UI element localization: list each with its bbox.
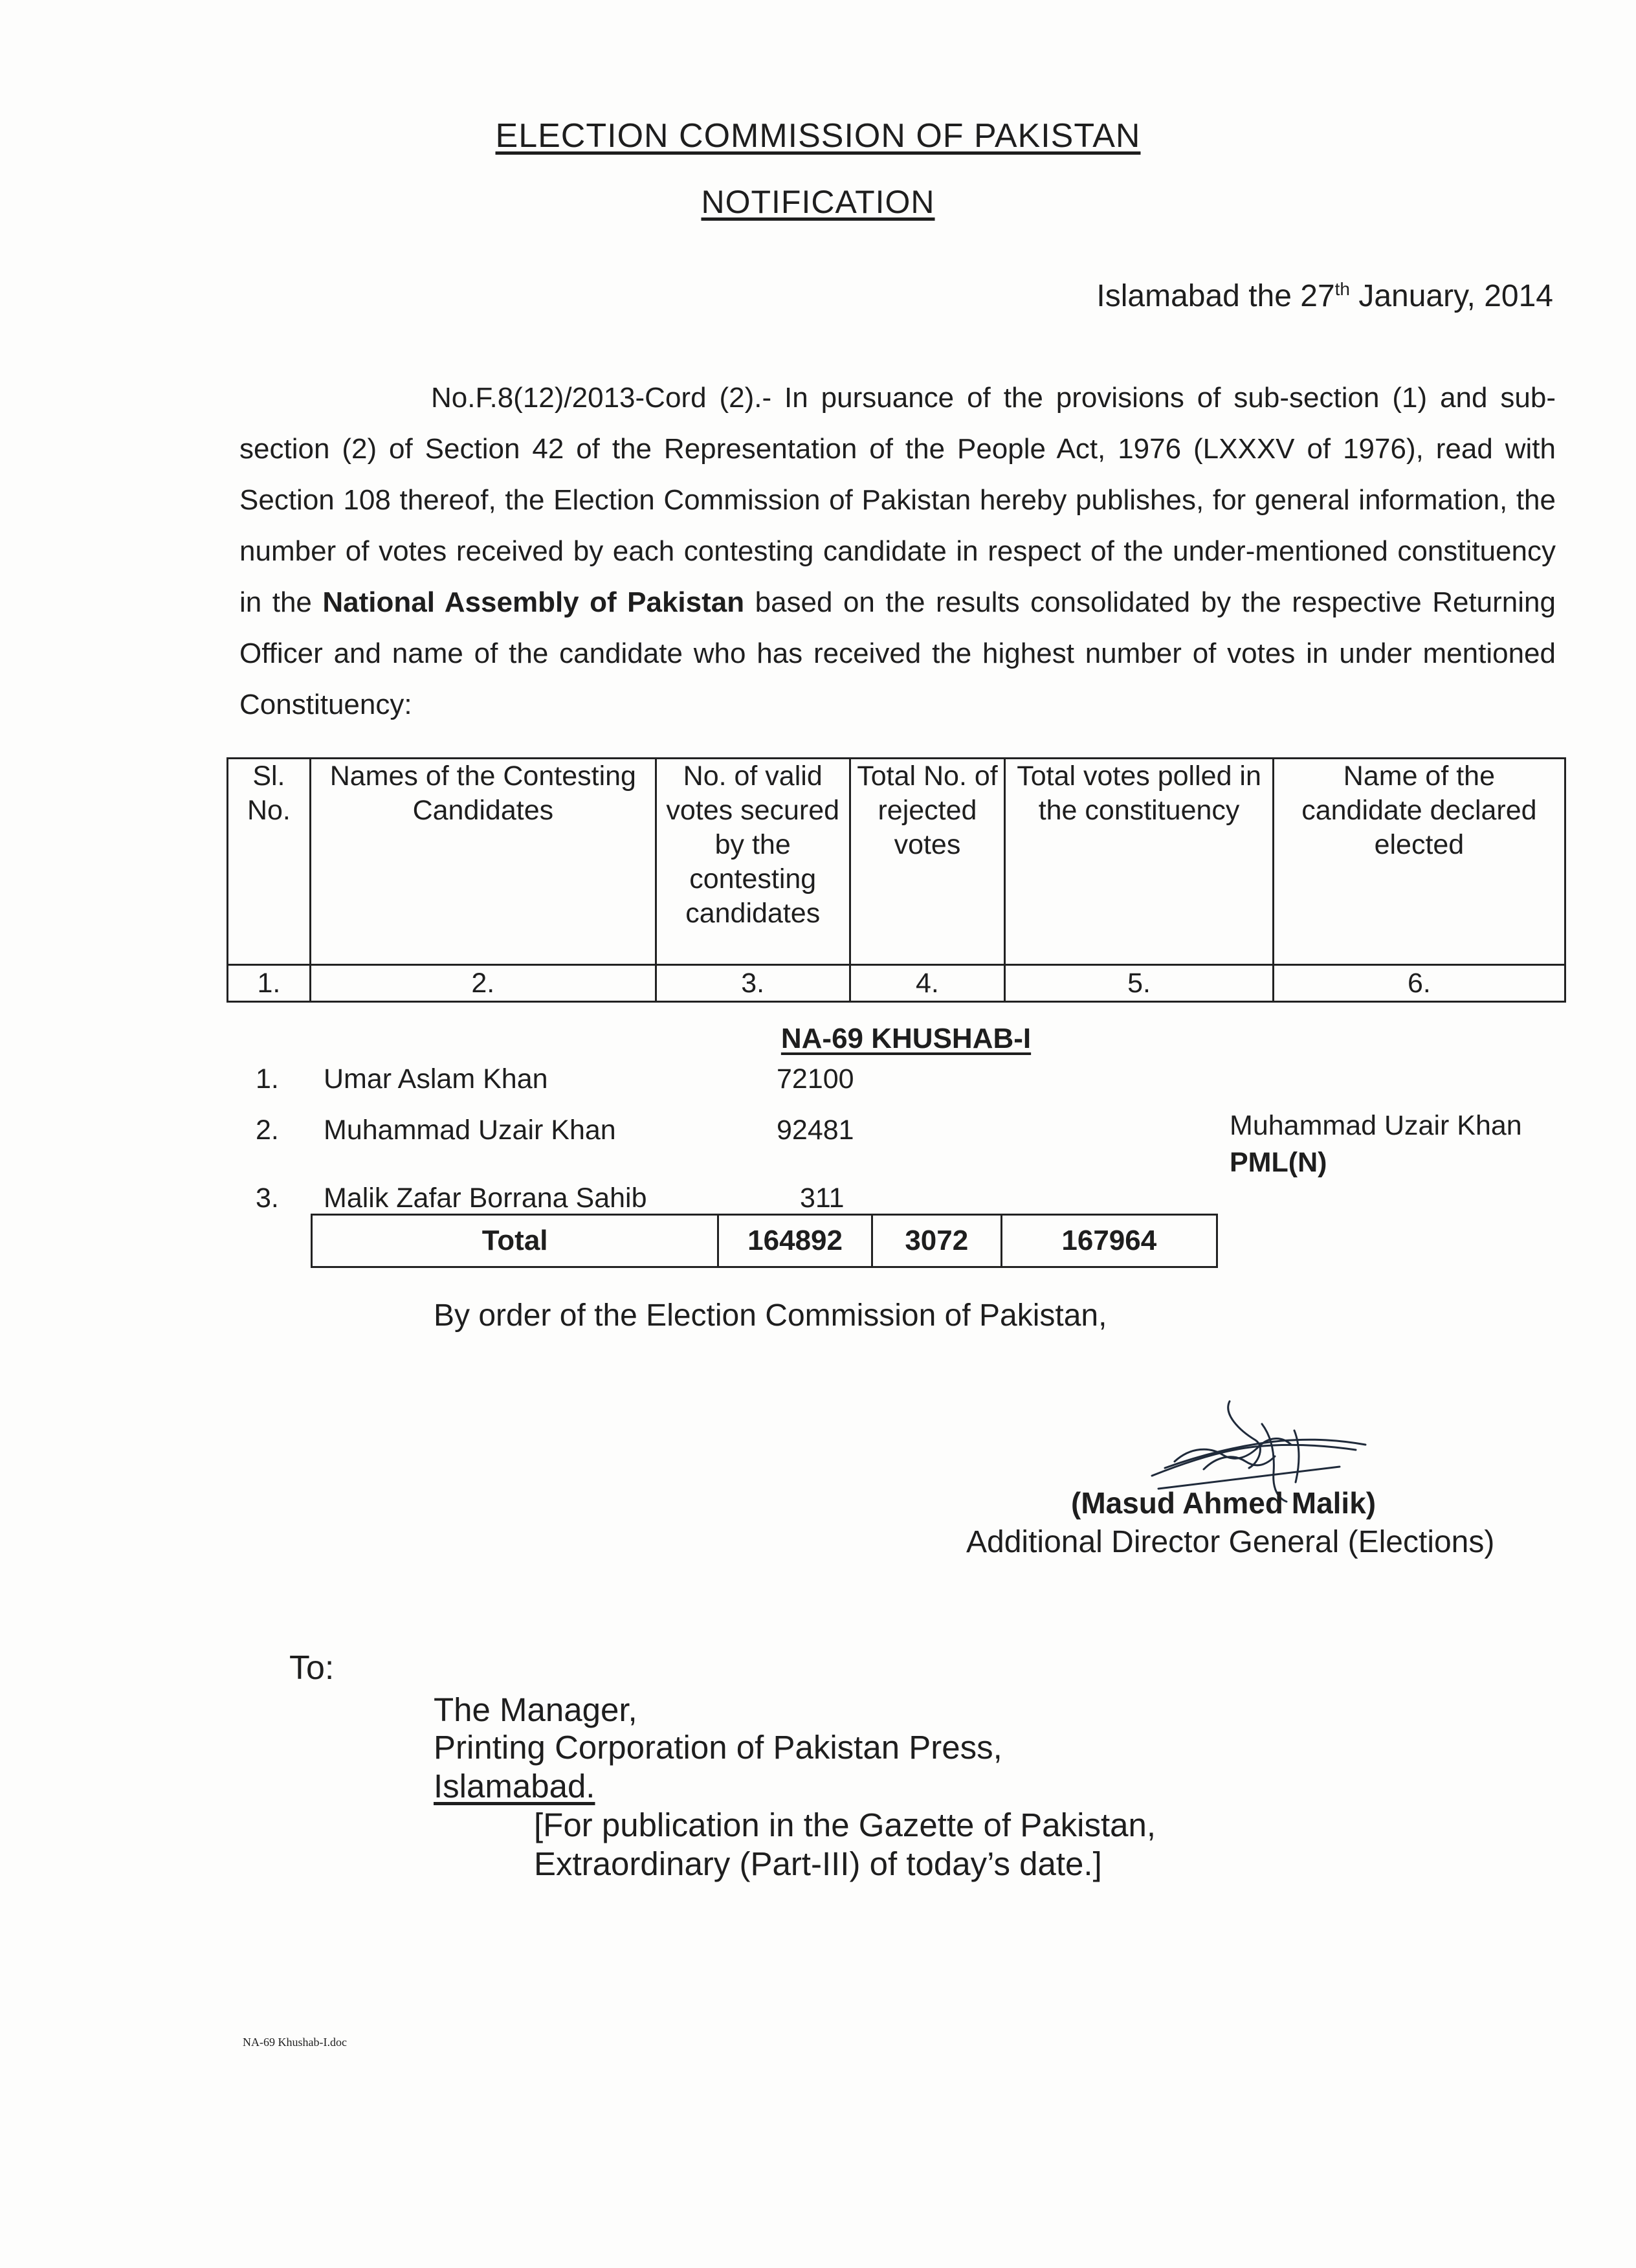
column-number: 2. <box>310 965 656 1002</box>
to-label: To: <box>289 1649 335 1687</box>
column-number: 1. <box>228 965 311 1002</box>
header-total-polled: Total votes polled in the constituency <box>1005 759 1273 965</box>
totals-label: Total <box>312 1215 718 1267</box>
document-title: ELECTION COMMISSION OF PAKISTAN <box>495 117 1141 155</box>
column-number: 4. <box>850 965 1005 1002</box>
totals-rejected-votes: 3072 <box>872 1215 1001 1267</box>
candidate-serial: 1. <box>256 1063 279 1095</box>
column-number: 5. <box>1005 965 1273 1002</box>
column-number: 6. <box>1273 965 1565 1002</box>
totals-polled-votes: 167964 <box>1001 1215 1217 1267</box>
candidate-votes: 72100 <box>777 1063 854 1095</box>
document-subtitle: NOTIFICATION <box>701 184 935 220</box>
signatory-designation: Additional Director General (Elections) <box>966 1525 1495 1559</box>
elected-candidate-name: Muhammad Uzair Khan <box>1230 1110 1522 1141</box>
candidate-name: Malik Zafar Borrana Sahib <box>324 1183 647 1214</box>
column-number: 3. <box>656 965 850 1002</box>
publication-note: Extraordinary (Part-III) of today’s date.] <box>534 1845 1102 1882</box>
header-rejected-votes: Total No. of rejected votes <box>850 759 1005 965</box>
results-header-table <box>227 757 1566 1003</box>
candidate-votes: 311 <box>800 1183 845 1214</box>
order-line: By order of the Election Commission of Pakistan, <box>434 1298 1107 1333</box>
candidate-name: Muhammad Uzair Khan <box>324 1115 616 1146</box>
candidate-name: Umar Aslam Khan <box>324 1063 548 1095</box>
elected-candidate-party: PML(N) <box>1230 1147 1327 1178</box>
bold-national-assembly: National Assembly of Pakistan <box>322 586 745 618</box>
notification-body: No.F.8(12)/2013-Cord (2).- In pursuance of the provisions of sub-section (1) and sub-section (2) of Section 42 of the Representation of the People Act, 1976 (LXXXV of 1976), read with Section 108 thereof, the Election Commission of Pakistan hereby publishes, for general information, the number of votes received by each contesting candidate in respect of the under-mentioned constituency in the National Assembly of Pakistan based on the results consolidated by the respective Returning Officer and name of the candidate who has received the highest number of votes in under mentioned Constituency: <box>239 382 1556 720</box>
header-serial-no: Sl. No. <box>228 759 311 965</box>
header-elected-candidate: Name of the candidate declared elected <box>1273 759 1565 965</box>
candidate-serial: 3. <box>256 1183 279 1214</box>
candidate-votes: 92481 <box>777 1115 854 1146</box>
publication-note: [For publication in the Gazette of Pakistan, <box>534 1807 1156 1843</box>
header-candidate-names: Names of the Contesting Candidates <box>310 759 656 965</box>
notification-date: Islamabad the 27th January, 2014 <box>1096 279 1553 313</box>
recipient-city: Islamabad. <box>434 1768 595 1805</box>
constituency-name: NA-69 KHUSHAB-I <box>780 1023 1032 1054</box>
file-reference: NA-69 Khushab-I.doc <box>243 2036 347 2049</box>
totals-table <box>311 1214 1218 1268</box>
recipient-line: The Manager, <box>434 1691 637 1728</box>
totals-valid-votes: 164892 <box>718 1215 872 1267</box>
signatory-name: (Masud Ahmed Malik) <box>1071 1486 1376 1520</box>
recipient-line: Printing Corporation of Pakistan Press, <box>434 1729 1002 1766</box>
header-valid-votes: No. of valid votes secured by the contesting candidates <box>656 759 850 965</box>
candidate-serial: 2. <box>256 1115 279 1146</box>
